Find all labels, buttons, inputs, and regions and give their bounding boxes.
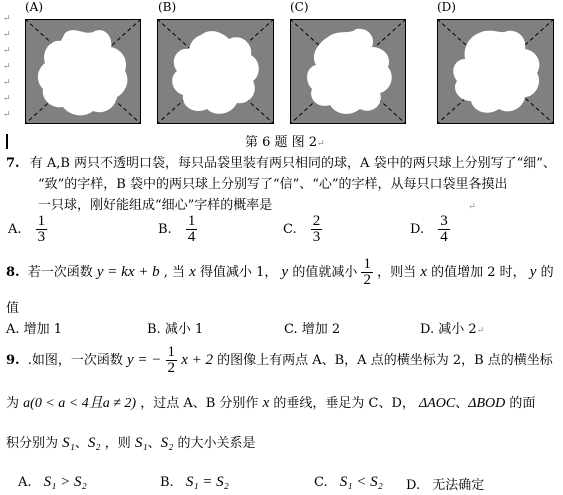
q7-option-a: A. $\frac{1}{3}$ [8,213,46,245]
q7-number: 7. [6,156,20,171]
return-mark: ↵ [3,62,11,72]
q9-option-d: D. 无法确定 [406,478,485,493]
return-mark: ↵ [3,78,11,88]
figure-caption: 第 6 题 图 2↵ [245,135,325,150]
option-label-d: (D) [437,0,456,14]
text-cursor [6,134,8,149]
return-mark: ↵ [3,46,11,56]
return-mark: ↵ [3,14,11,24]
q9-line1: 9. .如图，一次函数 y = − $\frac{1}{2}$ x + 2 的图像上有两点 A、B，A 点的横坐标为 2，B 点的横坐标 [6,344,553,376]
figure-b [157,19,274,124]
figure-c [290,19,406,124]
q8-number: 8. [6,265,20,280]
q7-option-d: D. $\frac{3}{4}$ [410,213,448,245]
q9-line3: 积分别为 S₁、S₂ ，则 S₁、S₂ 的大小关系是 [6,435,256,451]
q8-line1: 8. 若一次函数 y = kx + b , 当 x 得值减小 1， y 的值就减小 $\frac{1}{2}$ ，则当 x 的值增加 2 时， y 的 [6,256,554,288]
figure-d [437,19,554,124]
q9-option-a: A. S₁ > S₂ [18,474,87,490]
q7-line3: 一只球，刚好能组成“细心”字样的概率是 ↵ [38,198,476,213]
q7-option-b: B. $\frac{1}{4}$ [158,213,196,245]
return-mark: ↵ [3,30,11,40]
q8-option-b: B. 减小 1 [147,322,204,337]
q9-line2: 为 a(0 < a < 4且a ≠ 2) ，过点 A、B 分别作 x 的垂线，垂足为 C、D， ΔAOC、ΔBOD 的面 [6,395,536,411]
q7-line1: 7. 有 A,B 两只不透明口袋，每只品袋里装有两只相同的球，A 袋中的两只球上分别写了“细”、 [6,156,556,171]
option-label-a: (A) [25,0,44,14]
q9-option-b: B. S₁ = S₂ [160,474,229,490]
figure-a [25,19,141,124]
q9-number: 9. [6,353,20,368]
q8-line2: 值 [6,301,20,316]
return-mark: ↵ [3,94,11,104]
q7-option-c: C. $\frac{2}{3}$ [283,213,321,245]
q8-option-d: D. 减小 2↵ [420,322,485,337]
q9-option-c: C. S₁ < S₂ [314,474,383,490]
option-label-c: (C) [290,0,309,14]
option-label-b: (B) [158,0,177,14]
q8-option-c: C. 增加 2 [284,322,341,337]
q7-line2: “致”的字样，B 袋中的两只球上分别写了“信”、“心”的字样，从每只口袋里各摸出 [38,177,508,192]
q8-option-a: A. 增加 1 [6,322,63,337]
return-mark: ↵ [3,110,11,120]
